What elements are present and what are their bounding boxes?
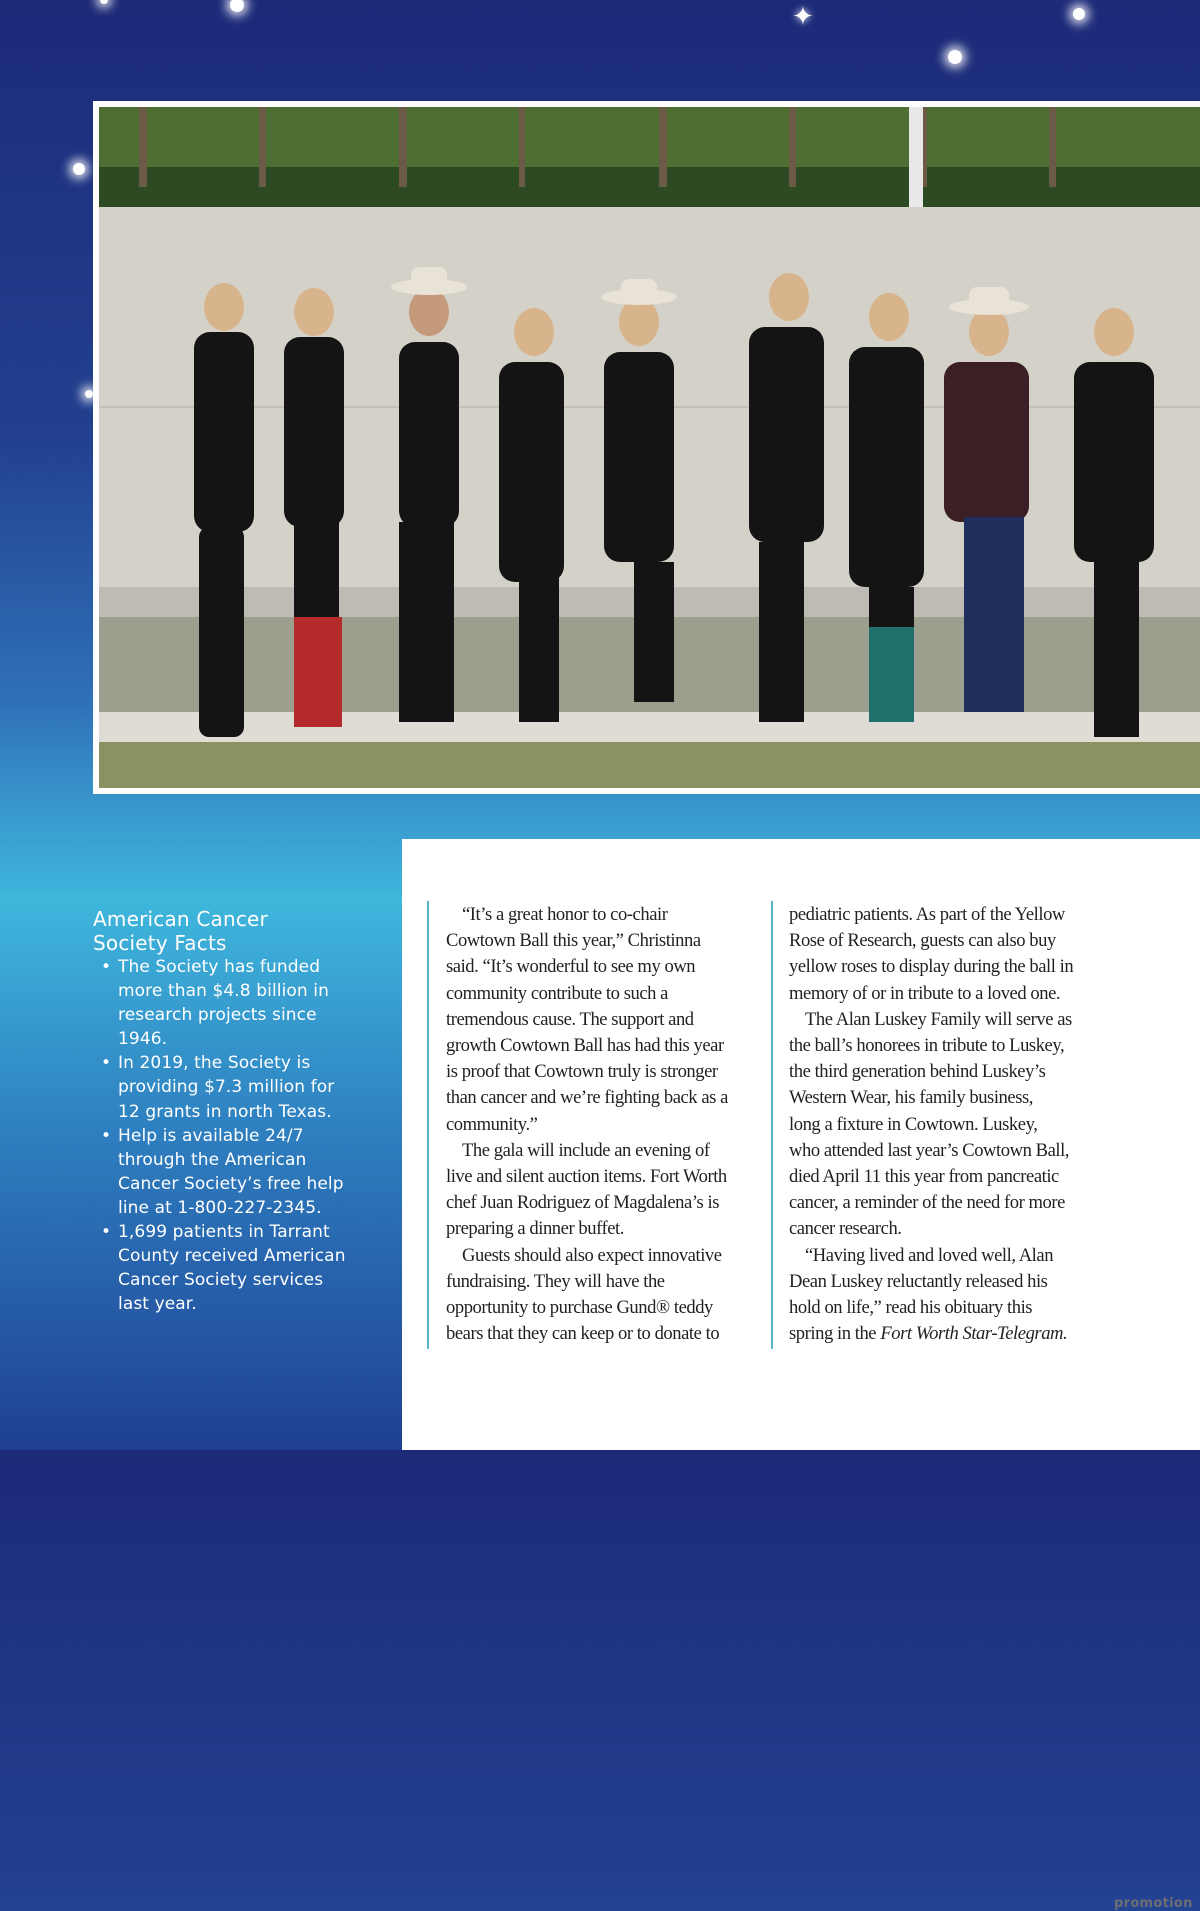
fact-line: • Help is available 24/7 bbox=[118, 1125, 304, 1146]
article-line: The gala will include an evening of bbox=[462, 1139, 710, 1161]
publication-name: Fort Worth Star-Telegram. bbox=[880, 1323, 1068, 1345]
article-line: The Alan Luskey Family will serve as bbox=[805, 1008, 1072, 1030]
article-line: live and silent auction items. Fort Worth bbox=[446, 1166, 727, 1188]
article-line: is proof that Cowtown truly is stronger bbox=[446, 1061, 718, 1083]
fact-item bbox=[93, 955, 393, 1051]
facts-sidebar bbox=[93, 907, 393, 1316]
fact-item bbox=[93, 1220, 393, 1316]
article-line: opportunity to purchase Gund® teddy bbox=[446, 1297, 713, 1319]
article-line: Guests should also expect innovative bbox=[462, 1244, 722, 1266]
fact-line: Cancer Society’s free help bbox=[118, 1173, 344, 1194]
article-line: community contribute to such a bbox=[446, 982, 668, 1004]
facts-title-line: American Cancer bbox=[93, 907, 268, 931]
article-text: spring in the bbox=[789, 1323, 881, 1345]
fact-line: Cancer Society services bbox=[118, 1270, 324, 1291]
fact-line: • The Society has funded bbox=[118, 957, 321, 977]
fact-line: • In 2019, the Society is bbox=[118, 1053, 311, 1074]
facts-list bbox=[93, 955, 393, 1316]
article-paragraph bbox=[446, 902, 764, 1138]
fact-line: 12 grants in north Texas. bbox=[118, 1101, 332, 1122]
facts-title bbox=[93, 907, 393, 955]
article-column-1 bbox=[446, 902, 764, 1347]
article-line: yellow roses to display during the ball in bbox=[789, 956, 1074, 978]
article-paragraph bbox=[446, 1138, 764, 1243]
fact-line: line at 1-800-227-2345. bbox=[118, 1197, 322, 1218]
article-column-2 bbox=[789, 902, 1107, 1347]
article-panel bbox=[402, 839, 1200, 1911]
star-icon bbox=[948, 50, 962, 64]
article-paragraph bbox=[789, 1007, 1107, 1243]
fact-line: 1946. bbox=[118, 1029, 168, 1050]
article-line: who attended last year’s Cowtown Ball, bbox=[789, 1139, 1070, 1161]
article-line: cancer research. bbox=[789, 1218, 902, 1240]
sparkle-icon: ✦ bbox=[792, 2, 814, 32]
article-line: “Having lived and loved well, Alan bbox=[805, 1244, 1054, 1266]
article-paragraph bbox=[789, 902, 1107, 1007]
facts-title-line: Society Facts bbox=[93, 931, 227, 955]
article-line: memory of or in tribute to a loved one. bbox=[789, 982, 1061, 1004]
article-line bbox=[773, 1321, 1107, 1347]
article-line: pediatric patients. As part of the Yellow bbox=[789, 904, 1065, 925]
article-line: Dean Luskey reluctantly released his bbox=[789, 1270, 1048, 1292]
fact-line: providing $7.3 million for bbox=[118, 1077, 335, 1098]
article-line: cancer, a reminder of the need for more bbox=[789, 1192, 1065, 1214]
promotion-label: promotion bbox=[1114, 1896, 1193, 1911]
group-photo bbox=[99, 107, 1200, 788]
article-line: Rose of Research, guests can also buy bbox=[789, 930, 1056, 952]
article-line: community.” bbox=[446, 1113, 538, 1135]
article-paragraph bbox=[789, 1243, 1107, 1348]
star-icon bbox=[85, 390, 93, 398]
article-line: bears that they can keep or to donate to bbox=[446, 1323, 720, 1345]
article-line: “It’s a great honor to co-chair bbox=[462, 904, 668, 925]
article-line: died April 11 this year from pancreatic bbox=[789, 1166, 1059, 1188]
fact-line: more than $4.8 billion in bbox=[118, 981, 329, 1002]
star-icon bbox=[73, 163, 85, 175]
fact-item bbox=[93, 1124, 393, 1220]
fact-line: • 1,699 patients in Tarrant bbox=[118, 1222, 330, 1243]
article-line: tremendous cause. The support and bbox=[446, 1008, 694, 1030]
fact-line: through the American bbox=[118, 1149, 307, 1170]
article-line: Western Wear, his family business, bbox=[789, 1087, 1033, 1109]
article-line: said. “It’s wonderful to see my own bbox=[446, 956, 696, 978]
fact-line: research projects since bbox=[118, 1005, 317, 1026]
article-line: preparing a dinner buffet. bbox=[446, 1218, 624, 1240]
fact-line: County received American bbox=[118, 1246, 346, 1267]
article-line: chef Juan Rodriguez of Magdalena’s is bbox=[446, 1192, 720, 1214]
article-paragraph bbox=[446, 1243, 764, 1348]
star-icon bbox=[1073, 8, 1085, 20]
fact-item bbox=[93, 1051, 393, 1123]
article-line: than cancer and we’re fighting back as a bbox=[446, 1087, 728, 1109]
article-line: long a fixture in Cowtown. Luskey, bbox=[789, 1113, 1038, 1135]
star-icon bbox=[100, 0, 108, 4]
article-line: the third generation behind Luskey’s bbox=[789, 1061, 1046, 1083]
column-rule bbox=[427, 901, 429, 1349]
article-line: hold on life,” read his obituary this bbox=[789, 1297, 1033, 1319]
article-line: growth Cowtown Ball has had this year bbox=[446, 1035, 724, 1057]
article-line: fundraising. They will have the bbox=[446, 1270, 665, 1292]
article-line: Cowtown Ball this year,” Christinna bbox=[446, 930, 701, 952]
photo-frame bbox=[93, 101, 1200, 794]
article-line: the ball’s honorees in tribute to Luskey, bbox=[789, 1035, 1065, 1057]
star-icon bbox=[230, 0, 244, 12]
fact-line: last year. bbox=[118, 1294, 197, 1315]
group-photo-illustration bbox=[99, 107, 1200, 788]
